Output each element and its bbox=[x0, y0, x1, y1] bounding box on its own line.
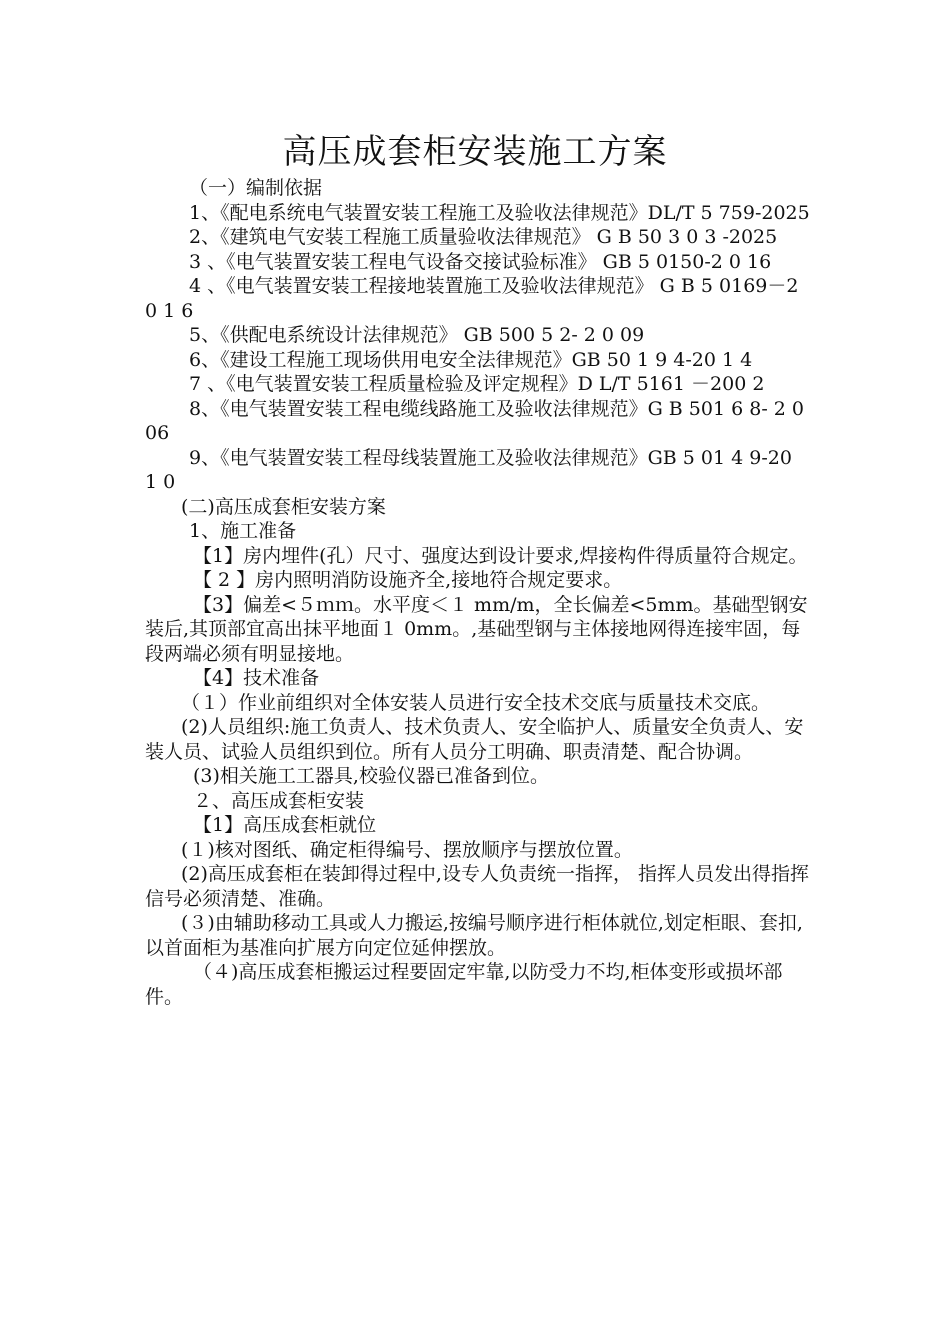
basis-item-1: 1、《配电系统电气装置安装工程施工及验收法律规范》DL/T 5 759-2025 bbox=[189, 201, 810, 224]
basis-item-6: 6、《建设工程施工现场供用电安全法律规范》GB 50 1 9 4-20 1 4 bbox=[189, 348, 753, 371]
tech-item-1: （１）作业前组织对全体安装人员进行安全技术交底与质量技术交底。 bbox=[181, 691, 771, 714]
prep-item-3: 【3】偏差<５ｍｍ。水平度＜１ mm/m，全长偏差<5mm。基础型钢安装后,其顶部宜高出抹平地面１ 0mm。,基础型钢与主体接地网得连接牢固，每段两端必须有明显接地。 bbox=[145, 593, 808, 665]
prep-item-2: 【 2 】房内照明消防设施齐全,接地符合规定要求。 bbox=[193, 569, 623, 591]
subsection-preparation: 1、施工准备 bbox=[189, 520, 297, 542]
document-title: 高压成套柜安装施工方案 bbox=[282, 132, 668, 172]
basis-item-3: 3 、《电气装置安装工程电气设备交接试验标准》 GB 5 0150-2 0 16 bbox=[189, 250, 772, 273]
placement-step-4: （４)高压成套柜搬运过程要固定牢靠,以防受力不均,柜体变形或损坏部件。 bbox=[145, 961, 783, 1008]
basis-item-8: 8、《电气装置安装工程电缆线路施工及验收法律规范》G B 501 6 8- 2 006 bbox=[145, 397, 805, 444]
tech-item-2: (2)人员组织:施工负责人、技术负责人、安全临护人、质量安全负责人、安装人员、试验人员组织到位。所有人员分工明确、职责清楚、配合协调。 bbox=[145, 716, 804, 763]
prep-item-4: 【4】技术准备 bbox=[193, 667, 320, 689]
basis-item-4: 4 、《电气装置安装工程接地装置施工及验收法律规范》 G B 5 0169－2 0 1 6 bbox=[145, 275, 799, 322]
basis-item-7: 7 、《电气装置安装工程质量检验及评定规程》D L/T 5161 －200 2 bbox=[189, 373, 765, 395]
basis-item-2: 2、《建筑电气安装工程施工质量验收法律规范》 G B 50 3 0 3 -2025 bbox=[189, 226, 778, 248]
basis-item-9: 9、《电气装置安装工程母线装置施工及验收法律规范》GB 5 01 4 9-20 1 0 bbox=[145, 446, 792, 493]
placement-step-3: (３)由辅助移动工具或人力搬运,按编号顺序进行柜体就位,划定柜眼、套扣,以首面柜为基准向扩展方向定位延伸摆放。 bbox=[145, 912, 803, 959]
subsection-installation: ２、高压成套柜安装 bbox=[193, 789, 365, 812]
section-heading-plan: (二)高压成套柜安装方案 bbox=[181, 495, 386, 518]
document-body bbox=[145, 176, 810, 1009]
tech-item-3: (3)相关施工工器具,校验仪器已准备到位。 bbox=[193, 765, 549, 787]
prep-item-1: 【1】房内埋件(孔）尺寸、强度达到设计要求,焊接构件得质量符合规定。 bbox=[193, 544, 808, 567]
section-heading-basis: （一）编制依据 bbox=[189, 177, 323, 199]
placement-step-1: (１)核对图纸、确定柜得编号、摆放顺序与摆放位置。 bbox=[181, 838, 633, 861]
install-item-1: 【1】高压成套柜就位 bbox=[193, 814, 377, 836]
placement-step-2: (2)高压成套柜在装卸得过程中,设专人负责统一指挥， 指挥人员发出得指挥信号必须清楚、准确。 bbox=[145, 863, 809, 910]
basis-item-5: 5、《供配电系统设计法律规范》 GB 500 5 2- 2 0 09 bbox=[189, 324, 645, 346]
